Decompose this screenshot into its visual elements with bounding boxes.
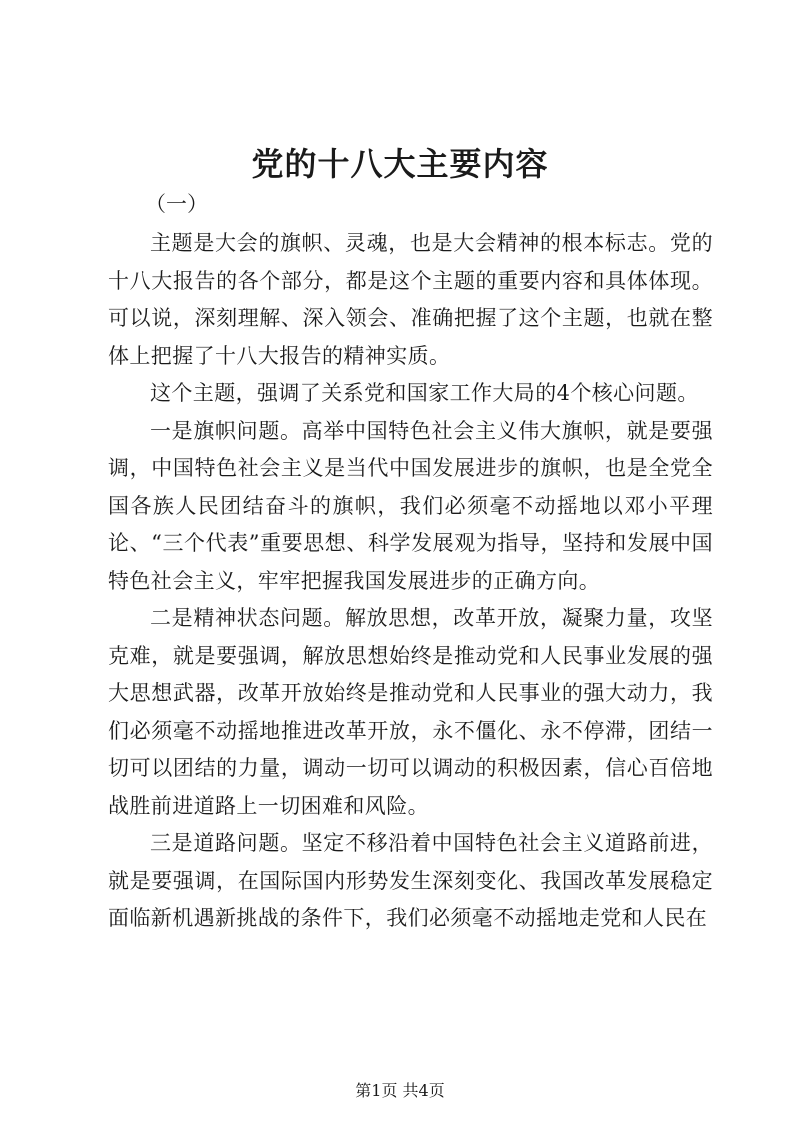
paragraph: 这个主题，强调了关系党和国家工作大局的4个核心问题。 <box>150 381 699 405</box>
paragraph: 三是道路问题。坚定不移沿着中国特色社会主义道路前进，就是要强调，在国际国内形势发生深刻变化、我国改革发展稳定面临新机遇新挑战的条件下，我们必须毫不动摇地走党和人民在 <box>108 831 713 930</box>
section-number: （一） <box>145 192 208 216</box>
paragraph: 二是精神状态问题。解放思想，改革开放，凝聚力量，攻坚克难，就是要强调，解放思想始终是推动党和人民事业发展的强大思想武器，改革开放始终是推动党和人民事业的强大动力，我们必须毫不动摇地推进改革开放，永不僵化、永不停滞，团结一切可以团结的力量，调动一切可以调动的积极因素，信心百倍地战胜前进道路上一切困难和风险。 <box>108 606 713 818</box>
document-body <box>108 225 713 938</box>
paragraph: 主题是大会的旗帜、灵魂，也是大会精神的根本标志。党的十八大报告的各个部分，都是这个主题的重要内容和具体体现。可以说，深刻理解、深入领会、准确把握了这个主题，也就在整体上把握了十八大报告的精神实质。 <box>108 231 713 368</box>
page-footer: 第1页 共4页 <box>355 1081 445 1100</box>
paragraph: 一是旗帜问题。高举中国特色社会主义伟大旗帜，就是要强调，中国特色社会主义是当代中国发展进步的旗帜，也是全党全国各族人民团结奋斗的旗帜，我们必须毫不动摇地以邓小平理论、“三个代表”重要思想、科学发展观为指导，坚持和发展中国特色社会主义，牢牢把握我国发展进步的正确方向。 <box>108 418 713 593</box>
document-title: 党的十八大主要内容 <box>251 145 549 183</box>
